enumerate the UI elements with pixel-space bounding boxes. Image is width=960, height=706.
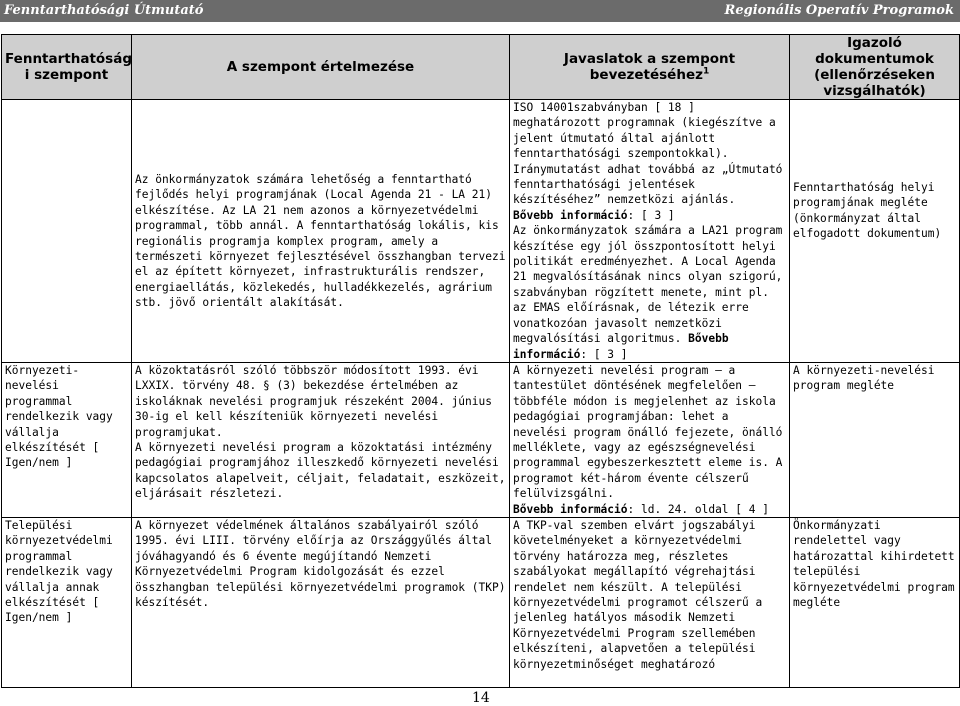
page-header — [0, 0, 960, 22]
more-info-label: Bővebb információ — [513, 332, 729, 361]
row3-evidence: Önkormányzati rendelettel vagy határozattal kihirdetett települési környezetvédelmi program megléte — [790, 517, 960, 687]
row2-interpretation — [132, 362, 510, 517]
row1-criterion — [2, 100, 132, 363]
header-title-right: Regionális Operatív Programok — [724, 3, 954, 18]
row1-evidence-text: Fenntarthatóság helyi programjának megléte (önkormányzat által elfogadott dokumentum) — [793, 181, 942, 241]
table-header-row — [2, 35, 960, 100]
row2-interpretation-text-1: A közoktatásról szóló többször módosított 1993. évi LXXIX. törvény 48. § (3) bekezdése értelmében az iskoláknak nevelési programjuk részeként 2004. június 30-ig el kell készíteniük környezeti nevelési programjukat. — [135, 363, 492, 439]
more-info-label: Bővebb információ — [513, 208, 628, 222]
column-header-interpretation: A szempont értelmezése — [132, 35, 510, 100]
row2-interpretation-text-2: A környezeti nevelési program a közoktatási intézmény pedagógiai programjához illeszkedő környezeti nevelési kapcsolatos alapelveit, céljait, feladatait, eszközeit, eljárásait részletezi. — [135, 440, 506, 501]
row1-suggestion-text-1: ISO 14001szabványban [ 18 ] meghatározott programnak (kiegészítve a jelent útmutató által ajánlott fenntarthatósági szempontokkal). Iránymutatást adhat továbbá az „Útmutató fenntarthatósági jelentések készítéséhez” nemzetközi ajánlás. — [513, 101, 783, 207]
more-info-label: Bővebb információ — [513, 502, 628, 516]
more-info-ref: : [ 3 ] — [580, 347, 628, 361]
column-header-criterion: Fenntarthatóság i szempont — [2, 35, 132, 100]
table-row — [2, 517, 960, 687]
column-header-evidence: Igazoló dokumentumok (ellenőrzéseken vizsgálhatók) — [790, 35, 960, 100]
row3-interpretation: A környezet védelmének általános szabályairól szóló 1995. évi LIII. törvény előírja az Országgyűlés által jóváhagyandó és 6 évente megújítandó Nemzeti Környezetvédelmi Program kidolgozását és ezzel összhangban települési környezetvédelmi programok (TKP) készítését. — [132, 517, 510, 687]
table-row — [2, 100, 960, 363]
table-row — [2, 362, 960, 517]
row1-interpretation — [132, 100, 510, 363]
row2-evidence: A környezeti-nevelési program megléte — [790, 362, 960, 517]
row1-suggestions — [510, 100, 790, 363]
page-number: 14 — [472, 690, 490, 706]
sustainability-table — [1, 34, 960, 688]
row3-suggestions: A TKP-val szemben elvárt jogszabályi követelményeket a környezetvédelmi törvény határozza meg, részletes szabályokat megállapító végrehajtási rendelet nem készült. A települési környezetvédelmi programot célszerű a jelenleg hatályos második Nemzeti Környezetvédelmi Program szellemében elkészíteni, alapvetően a települési környezetminőséget meghatározó — [510, 517, 790, 687]
more-info-ref: : ld. 24. oldal [ 4 ] — [627, 502, 769, 516]
footnote-mark: 1 — [702, 66, 710, 77]
row2-suggestion-text: A környezeti nevelési program – a tantestület döntésének megfelelően – többféle módon is megjelenhet az iskola pedagógiai programjában: lehet a nevelési program önálló fejezete, önálló melléklete, vagy az egészségnevelési programmal egybeszerkesztett eleme is. A programot két-három évente célszerű felülvizsgálni. — [513, 363, 783, 501]
row3-criterion: Települési környezetvédelmi programmal rendelkezik vagy vállalja annak elkészítését [ Igen/nem ] — [2, 517, 132, 687]
header-title-left: Fenntarthatósági Útmutató — [4, 3, 204, 18]
more-info-ref: : [ 3 ] — [627, 208, 675, 222]
row2-criterion: Környezeti-nevelési programmal rendelkezik vagy vállalja elkészítését [ Igen/nem ] — [2, 362, 132, 517]
column-header-suggestions: Javaslatok a szempont bevezetéséhez$^1$ — [510, 35, 790, 100]
row1-evidence — [790, 100, 960, 363]
row2-suggestions — [510, 362, 790, 517]
row1-interpretation-text: Az önkormányzatok számára lehetőség a fenntartható fejlődés helyi programjának (Local Agenda 21 - LA 21) elkészítése. Az LA 21 nem azonos a környezetvédelmi programmal, több annál. A fenntarthatóság lokális, kis regionális programja komplex program, amely a természeti környezet fejlesztésével összhangban tervezi el az épített környezet, infrastrukturális rendszer, energiaellátás, közlekedés, hulladékkezelés, agrárium stb. jövő orientált alakítását. — [135, 173, 506, 310]
row1-suggestion-text-2: Az önkormányzatok számára a LA21 program készítése egy jól összpontosított helyi politikát eredményezhet. A Local Agenda 21 megvalósításának nincs olyan szigorú, szabványban rögzített menete, mint pl. az EMAS előírásnak, de létezik erre vonatkozóan javasolt nemzetközi megvalósítási algoritmus. — [513, 224, 783, 346]
